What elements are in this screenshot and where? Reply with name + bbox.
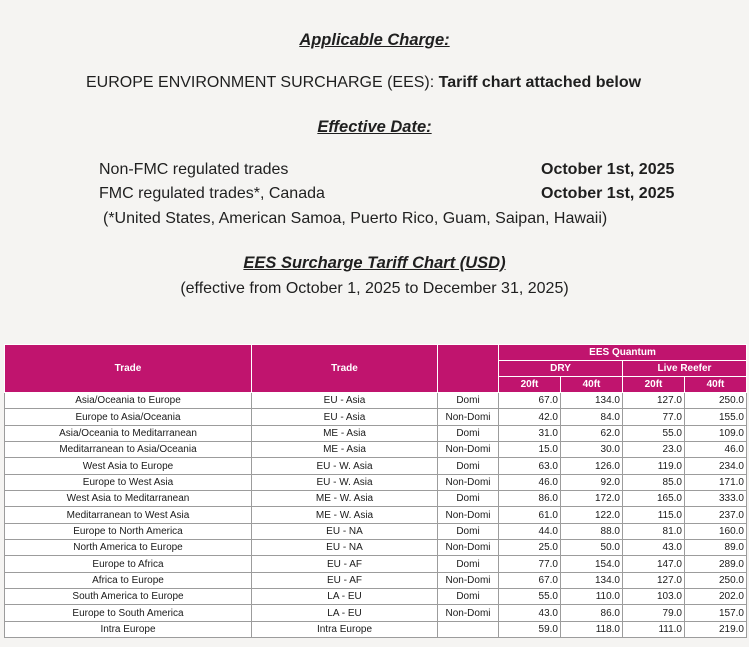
cell-reefer-40ft: 250.0 bbox=[685, 572, 747, 588]
cell-domi-type: Non-Domi bbox=[438, 605, 499, 621]
cell-reefer-20ft: 43.0 bbox=[623, 540, 685, 556]
table-row bbox=[5, 507, 747, 523]
cell-trade-code: EU - NA bbox=[252, 540, 438, 556]
cell-domi-type: Non-Domi bbox=[438, 409, 499, 425]
cell-dry-40ft: 172.0 bbox=[561, 491, 623, 507]
effective-label-non-fmc: Non-FMC regulated trades bbox=[99, 161, 289, 178]
cell-reefer-20ft: 111.0 bbox=[623, 621, 685, 637]
cell-dry-20ft: 67.0 bbox=[499, 572, 561, 588]
cell-trade: West Asia to Meditarranean bbox=[5, 491, 252, 507]
cell-reefer-20ft: 127.0 bbox=[623, 572, 685, 588]
cell-dry-20ft: 46.0 bbox=[499, 474, 561, 490]
cell-dry-20ft: 55.0 bbox=[499, 589, 561, 605]
cell-reefer-40ft: 155.0 bbox=[685, 409, 747, 425]
cell-dry-20ft: 15.0 bbox=[499, 442, 561, 458]
cell-trade-code: EU - NA bbox=[252, 523, 438, 539]
cell-domi-type: Non-Domi bbox=[438, 474, 499, 490]
cell-reefer-20ft: 165.0 bbox=[623, 491, 685, 507]
cell-reefer-40ft: 171.0 bbox=[685, 474, 747, 490]
cell-domi-type: Domi bbox=[438, 491, 499, 507]
cell-trade-code: ME - Asia bbox=[252, 442, 438, 458]
cell-domi-type: Domi bbox=[438, 589, 499, 605]
cell-trade-code: ME - Asia bbox=[252, 425, 438, 441]
table-row bbox=[5, 605, 747, 621]
cell-trade: North America to Europe bbox=[5, 540, 252, 556]
cell-trade-code: EU - W. Asia bbox=[252, 458, 438, 474]
cell-reefer-20ft: 23.0 bbox=[623, 442, 685, 458]
cell-trade-code: EU - Asia bbox=[252, 393, 438, 409]
cell-trade: Asia/Oceania to Meditarranean bbox=[5, 425, 252, 441]
table-row bbox=[5, 474, 747, 490]
cell-trade-code: EU - AF bbox=[252, 556, 438, 572]
cell-dry-40ft: 62.0 bbox=[561, 425, 623, 441]
cell-trade: Intra Europe bbox=[5, 621, 252, 637]
cell-reefer-20ft: 127.0 bbox=[623, 393, 685, 409]
cell-dry-40ft: 92.0 bbox=[561, 474, 623, 490]
col-header-dry-40ft: 40ft bbox=[561, 377, 623, 393]
col-header-dry-20ft: 20ft bbox=[499, 377, 561, 393]
cell-trade: Meditarranean to West Asia bbox=[5, 507, 252, 523]
cell-reefer-40ft: 219.0 bbox=[685, 621, 747, 637]
cell-reefer-20ft: 55.0 bbox=[623, 425, 685, 441]
cell-trade-code: ME - W. Asia bbox=[252, 491, 438, 507]
table-row bbox=[5, 393, 747, 409]
cell-trade-code: EU - Asia bbox=[252, 409, 438, 425]
tariff-table-body bbox=[5, 393, 747, 638]
cell-trade-code: Intra Europe bbox=[252, 621, 438, 637]
cell-trade-code: ME - W. Asia bbox=[252, 507, 438, 523]
cell-reefer-40ft: 46.0 bbox=[685, 442, 747, 458]
tariff-chart-title: EES Surcharge Tariff Chart (USD) bbox=[243, 254, 506, 272]
cell-dry-40ft: 50.0 bbox=[561, 540, 623, 556]
cell-dry-40ft: 134.0 bbox=[561, 572, 623, 588]
cell-trade-code: EU - W. Asia bbox=[252, 474, 438, 490]
col-header-reefer-20ft: 20ft bbox=[623, 377, 685, 393]
cell-dry-40ft: 134.0 bbox=[561, 393, 623, 409]
cell-dry-40ft: 30.0 bbox=[561, 442, 623, 458]
cell-reefer-40ft: 250.0 bbox=[685, 393, 747, 409]
table-row bbox=[5, 458, 747, 474]
cell-dry-40ft: 88.0 bbox=[561, 523, 623, 539]
table-row bbox=[5, 589, 747, 605]
table-row bbox=[5, 409, 747, 425]
cell-dry-20ft: 77.0 bbox=[499, 556, 561, 572]
cell-dry-20ft: 44.0 bbox=[499, 523, 561, 539]
cell-domi-type: Domi bbox=[438, 425, 499, 441]
cell-reefer-20ft: 147.0 bbox=[623, 556, 685, 572]
cell-dry-40ft: 86.0 bbox=[561, 605, 623, 621]
cell-domi-type: Domi bbox=[438, 523, 499, 539]
cell-trade-code: LA - EU bbox=[252, 589, 438, 605]
cell-domi-type: Domi bbox=[438, 393, 499, 409]
cell-reefer-20ft: 79.0 bbox=[623, 605, 685, 621]
cell-dry-20ft: 25.0 bbox=[499, 540, 561, 556]
cell-dry-40ft: 122.0 bbox=[561, 507, 623, 523]
cell-trade: Europe to Asia/Oceania bbox=[5, 409, 252, 425]
cell-trade: Asia/Oceania to Europe bbox=[5, 393, 252, 409]
cell-reefer-40ft: 157.0 bbox=[685, 605, 747, 621]
cell-dry-40ft: 126.0 bbox=[561, 458, 623, 474]
cell-trade: Europe to South America bbox=[5, 605, 252, 621]
tariff-chart-subtitle: (effective from October 1, 2025 to December 31, 2025) bbox=[180, 280, 569, 297]
cell-reefer-20ft: 77.0 bbox=[623, 409, 685, 425]
cell-dry-40ft: 110.0 bbox=[561, 589, 623, 605]
cell-trade: South America to Europe bbox=[5, 589, 252, 605]
table-row bbox=[5, 556, 747, 572]
table-row bbox=[5, 621, 747, 637]
cell-reefer-40ft: 289.0 bbox=[685, 556, 747, 572]
cell-reefer-40ft: 234.0 bbox=[685, 458, 747, 474]
effective-date-fmc: October 1st, 2025 bbox=[541, 185, 675, 202]
col-header-reefer-40ft: 40ft bbox=[685, 377, 747, 393]
effective-label-fmc: FMC regulated trades*, Canada bbox=[99, 185, 325, 202]
cell-dry-20ft: 63.0 bbox=[499, 458, 561, 474]
cell-dry-20ft: 31.0 bbox=[499, 425, 561, 441]
cell-trade: Europe to West Asia bbox=[5, 474, 252, 490]
cell-reefer-20ft: 115.0 bbox=[623, 507, 685, 523]
cell-reefer-40ft: 237.0 bbox=[685, 507, 747, 523]
cell-reefer-20ft: 81.0 bbox=[623, 523, 685, 539]
cell-dry-20ft: 86.0 bbox=[499, 491, 561, 507]
applicable-charge-title: Applicable Charge: bbox=[299, 31, 450, 49]
table-row bbox=[5, 491, 747, 507]
cell-reefer-20ft: 103.0 bbox=[623, 589, 685, 605]
table-row bbox=[5, 425, 747, 441]
cell-reefer-40ft: 333.0 bbox=[685, 491, 747, 507]
effective-date-title: Effective Date: bbox=[317, 118, 432, 136]
cell-dry-40ft: 84.0 bbox=[561, 409, 623, 425]
cell-trade: Europe to North America bbox=[5, 523, 252, 539]
cell-trade: Meditarranean to Asia/Oceania bbox=[5, 442, 252, 458]
col-header-trade-code: Trade bbox=[252, 345, 438, 393]
surcharge-name: EUROPE ENVIRONMENT SURCHARGE (EES): bbox=[86, 74, 439, 91]
cell-trade: Africa to Europe bbox=[5, 572, 252, 588]
cell-trade-code: EU - AF bbox=[252, 572, 438, 588]
fmc-footnote: (*United States, American Samoa, Puerto Rico, Guam, Saipan, Hawaii) bbox=[103, 210, 608, 227]
cell-domi-type: Non-Domi bbox=[438, 442, 499, 458]
surcharge-note: Tariff chart attached below bbox=[438, 74, 642, 91]
cell-domi-type: Non-Domi bbox=[438, 507, 499, 523]
cell-domi-type bbox=[438, 621, 499, 637]
cell-dry-20ft: 42.0 bbox=[499, 409, 561, 425]
cell-dry-20ft: 67.0 bbox=[499, 393, 561, 409]
cell-dry-20ft: 43.0 bbox=[499, 605, 561, 621]
table-row bbox=[5, 540, 747, 556]
cell-reefer-40ft: 160.0 bbox=[685, 523, 747, 539]
cell-domi-type: Non-Domi bbox=[438, 572, 499, 588]
cell-dry-40ft: 118.0 bbox=[561, 621, 623, 637]
cell-dry-40ft: 154.0 bbox=[561, 556, 623, 572]
cell-reefer-40ft: 89.0 bbox=[685, 540, 747, 556]
col-header-dry: DRY bbox=[499, 361, 623, 377]
table-row bbox=[5, 572, 747, 588]
col-header-live-reefer: Live Reefer bbox=[623, 361, 747, 377]
cell-trade: Europe to Africa bbox=[5, 556, 252, 572]
cell-trade: West Asia to Europe bbox=[5, 458, 252, 474]
cell-reefer-20ft: 119.0 bbox=[623, 458, 685, 474]
cell-dry-20ft: 61.0 bbox=[499, 507, 561, 523]
cell-trade-code: LA - EU bbox=[252, 605, 438, 621]
cell-domi-type: Non-Domi bbox=[438, 540, 499, 556]
cell-reefer-20ft: 85.0 bbox=[623, 474, 685, 490]
cell-domi-type: Domi bbox=[438, 556, 499, 572]
cell-reefer-40ft: 109.0 bbox=[685, 425, 747, 441]
cell-dry-20ft: 59.0 bbox=[499, 621, 561, 637]
col-header-trade: Trade bbox=[5, 345, 252, 393]
table-row bbox=[5, 523, 747, 539]
cell-domi-type: Domi bbox=[438, 458, 499, 474]
surcharge-line bbox=[86, 74, 641, 92]
col-header-ees-quantum: EES Quantum bbox=[499, 345, 747, 361]
effective-date-non-fmc: October 1st, 2025 bbox=[541, 161, 675, 178]
table-row bbox=[5, 442, 747, 458]
tariff-table bbox=[4, 344, 747, 638]
col-header-domi bbox=[438, 345, 499, 393]
cell-reefer-40ft: 202.0 bbox=[685, 589, 747, 605]
